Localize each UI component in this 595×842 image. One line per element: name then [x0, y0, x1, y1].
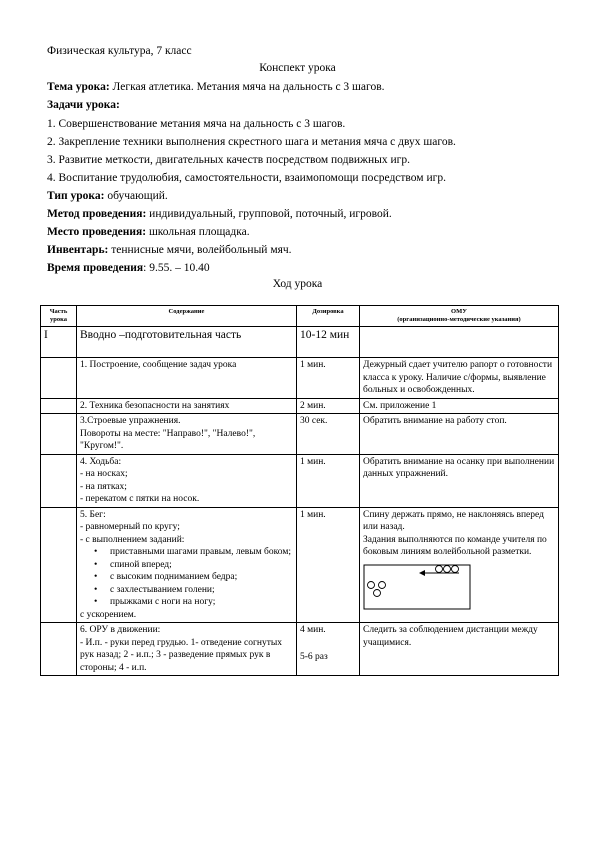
- row-dosage: [297, 623, 360, 676]
- lesson-type-line: [47, 188, 168, 204]
- list-item: • прыжками с ноги на ногу;: [110, 596, 293, 609]
- task-4: 4. Воспитание трудолюбия, самостоятельности, взаимопомощи посредством игр.: [47, 172, 446, 184]
- place-label: Место проведения:: [47, 226, 147, 238]
- table-row: [41, 507, 559, 623]
- lesson-type-label: Тип урока:: [47, 190, 105, 202]
- row-dosage-line: 4 мин.: [300, 625, 326, 635]
- header-part: Часть урока: [41, 306, 77, 327]
- row-dosage: 1 мин.: [297, 454, 360, 507]
- inventory-label: Инвентарь:: [47, 244, 109, 256]
- row-content-line: 4. Ходьба:: [80, 456, 122, 467]
- place-line: [47, 224, 250, 240]
- row-dosage-line: 5-6 раз: [300, 651, 328, 662]
- part-title: Вводно –подготовительная часть: [77, 327, 297, 358]
- row-content-line: - на пятках;: [80, 481, 127, 492]
- header-dosage: Дозировка: [297, 306, 360, 327]
- tasks-label: Задачи урока:: [47, 99, 120, 111]
- part-dosage: 10-12 мин: [297, 327, 360, 358]
- time-value: : 9.55. – 10.40: [143, 262, 210, 274]
- empty-cell: [41, 454, 77, 507]
- method-line: [47, 206, 392, 222]
- student-marker: [452, 565, 459, 572]
- student-marker: [368, 581, 375, 588]
- row-dosage: 30 сек.: [297, 414, 360, 455]
- row-content: [77, 623, 297, 676]
- row-dosage: 1 мин.: [297, 507, 360, 623]
- empty-cell: [41, 398, 77, 414]
- empty-cell: [360, 327, 559, 358]
- document-title: Конспект урока: [259, 62, 336, 74]
- list-item: • с высоким подниманием бедра;: [110, 571, 293, 584]
- row-content-line: 6. ОРУ в движении:: [80, 625, 161, 635]
- lesson-type-value: обучающий.: [104, 190, 168, 202]
- row-omu: Дежурный сдает учителю рапорт о готовности класса к уроку. Наличие с/формы, выявление больных и освобожденных.: [360, 358, 559, 399]
- header-omu-title: ОМУ: [451, 308, 467, 315]
- list-item: • приставными шагами правым, левым боком;: [110, 546, 293, 559]
- empty-cell: [41, 414, 77, 455]
- row-content-line: - на носках;: [80, 469, 128, 479]
- student-marker: [444, 565, 451, 572]
- row-content-line: - равномерный по кругу;: [80, 522, 180, 532]
- row-content-line: - с выполнением заданий:: [80, 534, 185, 545]
- tasks-heading: [47, 97, 120, 113]
- empty-cell: [41, 507, 77, 623]
- time-label: Время проведения: [47, 262, 144, 274]
- method-value: индивидуальный, групповой, поточный, игровой.: [146, 208, 392, 220]
- header-content: Содержание: [77, 306, 297, 327]
- row-content: [77, 414, 297, 455]
- part-number: I: [41, 327, 77, 358]
- empty-cell: [41, 358, 77, 399]
- row-dosage: 2 мин.: [297, 398, 360, 414]
- row-content-line: Повороты на месте: "Направо!", "Налево!", "Кругом!".: [80, 428, 256, 451]
- row-content: [77, 454, 297, 507]
- topic-label: Тема урока:: [47, 81, 110, 93]
- method-label: Метод проведения:: [47, 208, 147, 220]
- row-content-line: 5. Бег:: [80, 509, 106, 520]
- row-omu-line: Задания выполняются по команде учителя по боковым линиям волейбольной разметки.: [363, 534, 547, 557]
- row-content: [77, 507, 297, 623]
- table-row: [41, 454, 559, 507]
- place-value: школьная площадка.: [146, 226, 250, 238]
- row-content-line: 3.Строевые упражнения.: [80, 416, 181, 426]
- student-marker: [436, 565, 443, 572]
- table-row: [41, 358, 559, 399]
- row-omu-line: Спину держать прямо, не наклоняясь вперед или назад.: [363, 509, 544, 532]
- header-omu: [360, 306, 559, 327]
- inventory-line: [47, 242, 292, 258]
- row-omu: Обратить внимание на осанку при выполнении данных упражнений.: [360, 454, 559, 507]
- table-row: [41, 414, 559, 455]
- student-marker: [374, 589, 381, 596]
- direction-arrow-head: [419, 570, 425, 576]
- row-content: 1. Построение, сообщение задач урока: [77, 358, 297, 399]
- row-content-line: - И.п. - руки перед грудью. 1- отведение согнутых рук назад; 2 - и.п.; 3 - разведение прямых рук в стороны; 4 - и.п.: [80, 637, 283, 673]
- row-omu: Следить за соблюдением дистанции между учащимися.: [360, 623, 559, 676]
- list-item: • с захлестыванием голени;: [110, 584, 293, 597]
- row-content-line: с ускорением.: [80, 609, 137, 620]
- run-tasks-list: [80, 546, 293, 609]
- table-header-row: [41, 306, 559, 327]
- empty-cell: [41, 623, 77, 676]
- task-2: 2. Закрепление техники выполнения скрестного шага и метания мяча с двух шагов.: [47, 136, 456, 148]
- header-omu-subtitle: (организационно-методические указания): [397, 316, 521, 323]
- inventory-value: теннисные мячи, волейбольный мяч.: [108, 244, 292, 256]
- court-diagram: [363, 561, 473, 613]
- row-content: 2. Техника безопасности на занятиях: [77, 398, 297, 414]
- time-line: [47, 260, 210, 276]
- list-item: • спиной вперед;: [110, 559, 293, 572]
- task-3: 3. Развитие меткости, двигательных качеств посредством подвижных игр.: [47, 154, 410, 166]
- topic-line: [47, 79, 385, 95]
- row-dosage: 1 мин.: [297, 358, 360, 399]
- progress-title: Ход урока: [272, 278, 323, 290]
- lesson-plan-table: [40, 305, 559, 676]
- table-row: [41, 398, 559, 414]
- row-content-line: - перекатом с пятки на носок.: [80, 494, 200, 504]
- task-1: 1. Совершенствование метания мяча на дальность с 3 шагов.: [47, 118, 346, 130]
- topic-value: Легкая атлетика. Метания мяча на дальность с 3 шагов.: [109, 81, 385, 93]
- table-row: [41, 327, 559, 358]
- row-omu: [360, 507, 559, 623]
- subject-line: Физическая культура, 7 класс: [47, 45, 192, 57]
- court-diagram-svg: [363, 561, 473, 613]
- student-marker: [379, 581, 386, 588]
- row-omu: Обратить внимание на работу стоп.: [360, 414, 559, 455]
- table-row: [41, 623, 559, 676]
- row-omu: См. приложение 1: [360, 398, 559, 414]
